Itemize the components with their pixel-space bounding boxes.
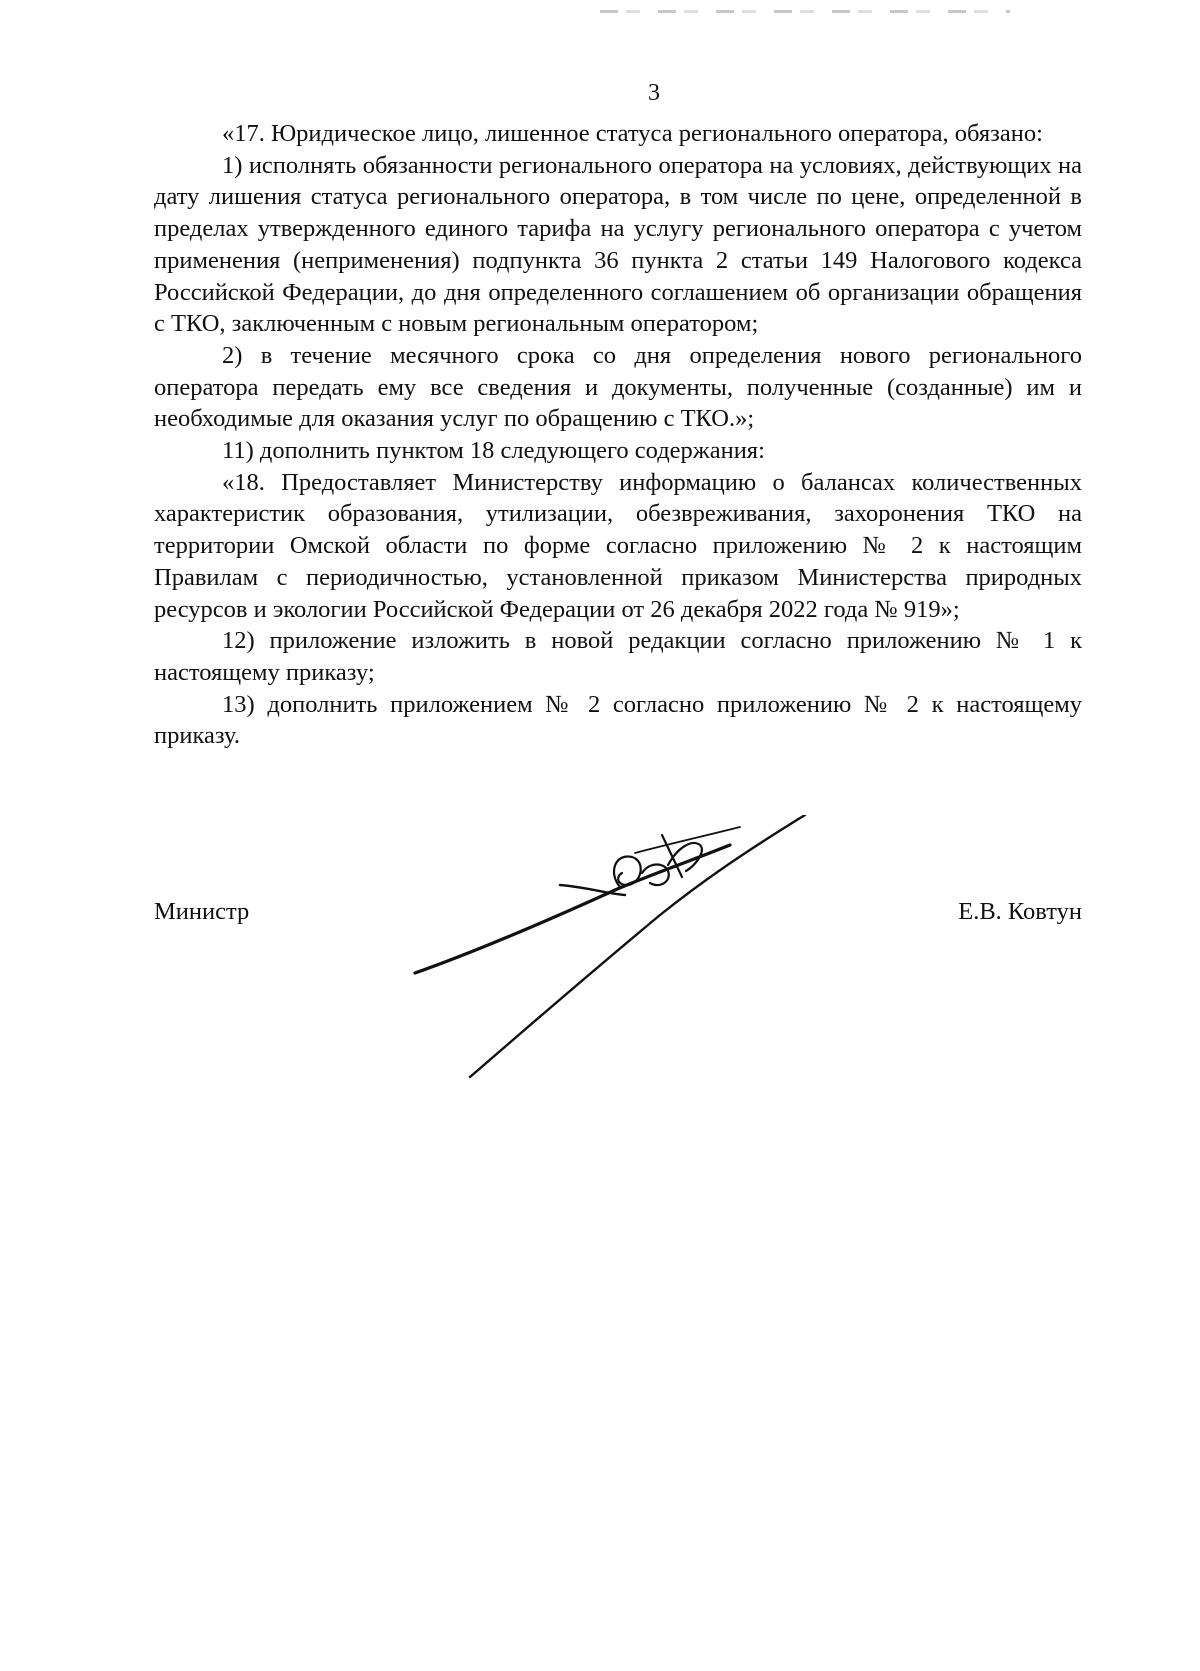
paragraph-17-item-2: 2) в течение месячного срока со дня определения нового регионального оператора передать ему все сведения и документы, полученные (созданные) им и необходимые для оказания услуг по обращению с ТКО.»; xyxy=(154,341,1082,433)
page-number: 3 xyxy=(648,80,660,106)
paragraph-17-intro: «17. Юридическое лицо, лишенное статуса регионального оператора, обязано: xyxy=(222,120,1043,147)
scan-artifact xyxy=(600,10,1010,13)
document-body xyxy=(154,118,1082,752)
signer-position: Министр xyxy=(154,898,250,925)
handwritten-signature xyxy=(410,815,850,1080)
paragraph-17-item-1: 1) исполнять обязанности регионального оператора на условиях, действующих на дату лишения статуса регионального оператора, в том числе по цене, определенной в пределах утвержденного единого тарифа на услугу регионального оператора с учетом применения (неприменения) подпункта 36 пункта 2 статьи 149 Налогового кодекса Российской Федерации, до дня определенного соглашением об организации обращения с ТКО, заключенным с новым региональным оператором; xyxy=(154,151,1082,338)
signer-name: Е.В. Ковтун xyxy=(958,898,1082,925)
paragraph-18: «18. Предоставляет Министерству информацию о балансах количественных характеристик образования, утилизации, обезвреживания, захоронения ТКО на территории Омской области по форме согласно приложению № 2 к настоящим Правилам с периодичностью, установленной приказом Министерства природных ресурсов и экологии Российской Федерации от 26 декабря 2022 года № 919»; xyxy=(154,468,1082,623)
paragraph-amendment-12: 12) приложение изложить в новой редакции согласно приложению № 1 к настоящему приказу; xyxy=(154,627,1082,686)
paragraph-amendment-11: 11) дополнить пунктом 18 следующего содержания: xyxy=(222,437,765,465)
paragraph-amendment-13: 13) дополнить приложением № 2 согласно приложению № 2 к настоящему приказу. xyxy=(154,690,1082,750)
